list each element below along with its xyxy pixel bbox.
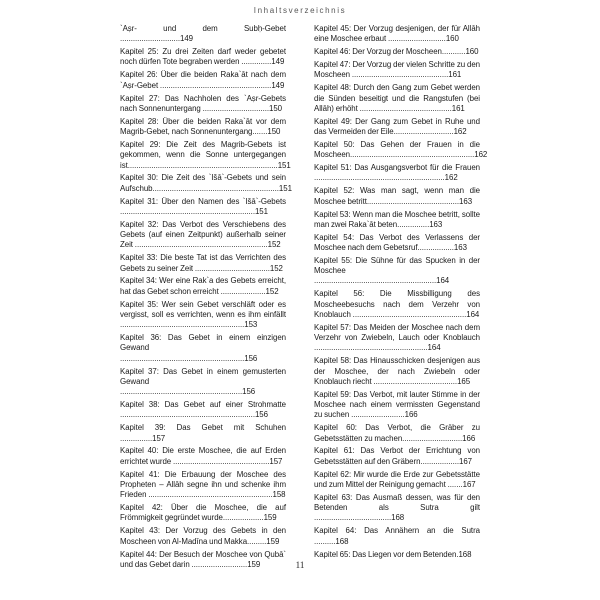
- toc-entry: Kapitel 50: Das Gehen der Frauen in die Moscheen..........................................................162: [314, 139, 488, 160]
- toc-entry: Kapitel 63: Das Ausmaß dessen, was für den Betenden als Sutra gilt ....................................168: [314, 492, 480, 523]
- toc-entry: Kapitel 31: Über den Namen des `Išā`-Gebets ...............................................................151: [120, 196, 286, 216]
- toc-entry: Kapitel 54: Das Verbot des Verlassens der Moschee nach dem Gebetsruf.................163: [314, 232, 480, 252]
- toc-entry: Kapitel 44: Der Besuch der Moschee von Qubā` und das Gebet darin ..........................159: [120, 549, 286, 569]
- toc-entry: Kapitel 32: Das Verbot des Verschiebens des Gebets (auf einen Zeitpunkt) außerhalb seiner Zeit ..............................................................152: [120, 219, 286, 250]
- toc-entry: Kapitel 42: Über die Moschee, die auf Frömmigkeit gegründet wurde...................159: [120, 503, 286, 523]
- toc-entry: Kapitel 46: Der Vorzug der Moscheen...........160: [314, 47, 479, 57]
- toc-entry: Kapitel 28: Über die beiden Raka`āt vor dem Magrib-Gebet, nach Sonnenuntergang.......150: [120, 116, 286, 137]
- toc-entry: Kapitel 45: Der Vorzug desjenigen, der für Allāh eine Moschee erbaut ...........................160: [314, 24, 480, 44]
- toc-entry: Kapitel 26: Über die beiden Raka`āt nach dem `Aṣr-Gebet ....................................................149: [120, 70, 286, 90]
- toc-entry: Kapitel 52: Was man sagt, wenn man die Moschee betritt...........................................163: [314, 186, 480, 206]
- toc-entry: Kapitel 38: Das Gebet auf einer Strohmatte ...............................................................156: [120, 400, 286, 420]
- toc-entry: Kapitel 37: Das Gebet in einem gemusterten Gewand .........................................................156: [120, 366, 286, 397]
- toc-entry: Kapitel 36: Das Gebet in einem einzigen Gewand ..........................................................156: [120, 333, 286, 363]
- toc-entry: Kapitel 39: Das Gebet mit Schuhen ...............157: [120, 423, 286, 443]
- running-title: Inhaltsverzeichnis: [253, 6, 347, 15]
- toc-entry: Kapitel 29: Die Zeit des Magrib-Gebets ist gekommen, wenn die Sonne untergegangen ist......................................................................151: [120, 139, 291, 170]
- toc-entry: Kapitel 34: Wer eine Rak`a des Gebets erreicht, hat das Gebet schon erreicht .....................152: [120, 276, 286, 296]
- toc-entry: Kapitel 51: Das Ausgangsverbot für die Frauen .............................................................162: [314, 163, 480, 183]
- toc-entry: Kapitel 40: Die erste Moschee, die auf Erden errichtet wurde .............................................157: [120, 446, 286, 466]
- toc-entry: Kapitel 56: Die Missbilligung des Moscheebesuchs nach dem Verzehr von Knoblauch .....................................................164: [314, 289, 480, 319]
- toc-entry: Kapitel 30: Die Zeit des `Išā`-Gebets und sein Aufschub...........................................................151: [120, 173, 292, 193]
- toc-entry: Kapitel 55: Die Sühne für das Spucken in der Moschee .........................................................164: [314, 255, 480, 286]
- toc-entry: Kapitel 47: Der Vorzug der vielen Schritte zu den Moscheen .............................................161: [314, 60, 480, 80]
- toc-entry: Kapitel 53: Wenn man die Moschee betritt, sollte man zwei Raka`āt beten...............163: [314, 209, 480, 229]
- toc-column-left: [120, 24, 292, 573]
- toc-entry: Kapitel 57: Das Meiden der Moschee nach dem Verzehr von Zwiebeln, Lauch oder Knoblauch .....................................................164: [314, 322, 480, 353]
- toc-entry: Kapitel 25: Zu drei Zeiten darf weder gebetet noch dürfen Tote begraben werden ..............149: [120, 47, 286, 67]
- toc-entry: Kapitel 27: Das Nachholen des `Aṣr-Gebets nach Sonnenuntergang ...............................150: [120, 93, 286, 113]
- toc-column-right: [314, 24, 488, 562]
- toc-entry: Kapitel 59: Das Verbot, mit lauter Stimme in der Moschee nach einem vermissten Gegenstand zu suchen .........................166: [314, 389, 480, 420]
- toc-entry: Kapitel 58: Das Hinausschicken desjenigen aus der Moschee, der nach Zwiebeln oder Knoblauch riecht .......................................165: [314, 356, 480, 386]
- toc-entry: Kapitel 33: Die beste Tat ist das Verrichten des Gebets zu seiner Zeit ...................................152: [120, 253, 286, 273]
- toc-entry: Kapitel 49: Der Gang zum Gebet in Ruhe und das Vermeiden der Eile............................162: [314, 116, 480, 137]
- toc-entry: Kapitel 48: Durch den Gang zum Gebet werden die Sünden beseitigt und die Rangstufen (bei Allāh) erhöht ...........................................161: [314, 83, 480, 113]
- toc-entry: Kapitel 43: Der Vorzug des Gebets in den Moscheen von Al-Madīna und Makka.........159: [120, 526, 286, 546]
- toc-entry: Kapitel 65: Das Liegen vor dem Betenden.168: [314, 549, 472, 559]
- toc-entry: `Aṣr- und dem Subḥ-Gebet ............................149: [120, 24, 286, 44]
- page-number: 11: [295, 560, 305, 570]
- toc-entry: Kapitel 64: Das Annähern an die Sutra ..........168: [314, 526, 480, 546]
- toc-entry: Kapitel 41: Die Erbauung der Moschee des Propheten – Allāh segne ihn und schenke ihm Frieden ..........................................................158: [120, 469, 286, 500]
- toc-entry: Kapitel 35: Wer sein Gebet verschläft oder es vergisst, soll es verrichten, wenn es ihm einfällt ..........................................................153: [120, 299, 286, 330]
- toc-entry: Kapitel 60: Das Verbot, die Gräber zu Gebetsstätten zu machen............................166: [314, 423, 480, 443]
- toc-entry: Kapitel 62: Mir wurde die Erde zur Gebetsstätte und zum Mittel der Reinigung gemacht .......167: [314, 469, 480, 489]
- toc-entry: Kapitel 61: Das Verbot der Errichtung von Gebetsstätten auf den Gräbern..................167: [314, 446, 480, 466]
